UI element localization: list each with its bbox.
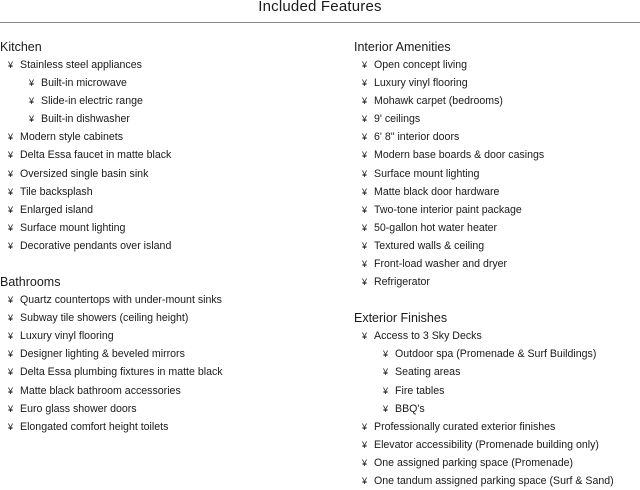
section-spacer [0,255,330,273]
list-item [354,56,640,74]
section-spacer [354,291,640,309]
feature-list [0,291,330,436]
list-item-text: Quartz countertops with under-mount sinks [20,294,222,307]
list-item-text: Stainless steel appliances [20,59,142,71]
bullet-icon: ¥ [362,277,368,288]
bullet-icon: ¥ [362,186,368,197]
bullet-icon: ¥ [383,349,389,360]
left-column [0,38,330,436]
list-item-text: Built-in dishwasher [41,113,130,126]
bullet-icon: ¥ [8,222,14,233]
list-item [354,165,640,183]
list-item [0,237,330,255]
list-item [354,237,640,255]
list-item-text: Matte black door hardware [374,185,500,198]
list-item-text: Modern style cabinets [20,131,124,144]
list-item-text: Surface mount lighting [374,167,480,180]
right-column [354,38,640,490]
list-item [0,219,330,237]
bullet-icon: ¥ [383,403,389,414]
list-item [354,454,640,472]
title-divider [0,22,640,23]
list-item [0,56,330,74]
sub-list-item [0,92,330,110]
list-item-text: Refrigerator [374,276,430,289]
list-item-text: Elongated comfort height toilets [20,420,169,433]
list-item [354,92,640,110]
list-item [0,418,330,436]
bullet-icon: ¥ [362,259,368,270]
feature-list [354,327,640,490]
bullet-icon: ¥ [8,240,14,251]
list-item-text: Access to 3 Sky Decks [374,330,482,343]
list-item [354,472,640,490]
bullet-icon: ¥ [362,78,368,89]
list-item-text: Fire tables [395,384,445,397]
bullet-icon: ¥ [362,475,368,486]
list-item [0,165,330,183]
list-item-text: Subway tile showers (ceiling height) [20,312,189,325]
list-item-text: Luxury vinyl flooring [20,330,114,343]
list-item-text: Slide-in electric range [41,95,143,108]
list-item-text: Outdoor spa (Promenade & Surf Buildings) [395,348,597,361]
list-item [0,363,330,381]
bullet-icon: ¥ [362,439,368,450]
section-heading: Bathrooms [0,275,61,290]
bullet-icon: ¥ [8,331,14,342]
sub-list-item [0,110,330,128]
bullet-icon: ¥ [362,168,368,179]
list-item-text: Surface mount lighting [20,221,126,234]
list-item-text: Built-in microwave [41,77,127,90]
list-item [0,183,330,201]
list-item-text: Professionally curated exterior finishes [374,420,556,433]
sub-list-item [354,363,640,381]
list-item-text: Mohawk carpet (bedrooms) [374,95,503,108]
bullet-icon: ¥ [362,331,368,342]
list-item-text: Modern base boards & door casings [374,149,545,162]
section-heading: Kitchen [0,40,42,54]
sub-list-item [354,382,640,400]
list-item-text: Luxury vinyl flooring [374,77,468,90]
bullet-icon: ¥ [383,385,389,396]
bullet-icon: ¥ [362,60,368,70]
bullet-icon: ¥ [8,403,14,414]
list-item-text: Seating areas [395,366,461,379]
list-item-text: Enlarged island [20,203,94,216]
list-item-text: Designer lighting & beveled mirrors [20,348,185,361]
bullet-icon: ¥ [8,60,14,70]
list-item [0,291,330,309]
list-item-text: Delta Essa plumbing fixtures in matte black [20,366,223,379]
bullet-icon: ¥ [29,114,35,125]
bullet-icon: ¥ [8,168,14,179]
bullet-icon: ¥ [362,421,368,432]
bullet-icon: ¥ [8,186,14,197]
list-item-text: One assigned parking space (Promenade) [374,456,574,469]
sub-list-item [354,345,640,363]
bullet-icon: ¥ [29,96,35,107]
list-item [354,146,640,164]
bullet-icon: ¥ [8,385,14,396]
list-item [354,327,640,345]
bullet-icon: ¥ [362,114,368,125]
list-item-text: Euro glass shower doors [20,402,137,415]
section-heading: Exterior Finishes [354,311,448,326]
sub-list-item [354,400,640,418]
list-item [0,128,330,146]
list-item-text: 6' 8" interior doors [374,131,460,144]
list-item [0,327,330,345]
bullet-icon: ¥ [362,150,368,161]
list-item [0,201,330,219]
sub-list-item [0,74,330,92]
bullet-icon: ¥ [362,204,368,215]
bullet-icon: ¥ [8,204,14,215]
list-item-text: Two-tone interior paint package [374,203,522,216]
list-item [354,255,640,273]
list-item-text: Matte black bathroom accessories [20,384,181,397]
list-item-text: Elevator accessibility (Promenade building only) [374,438,599,451]
bullet-icon: ¥ [8,367,14,378]
list-item [354,418,640,436]
list-item [0,400,330,418]
bullet-icon: ¥ [362,240,368,251]
list-item [354,201,640,219]
list-item-text: Tile backsplash [20,185,93,198]
feature-list [354,56,640,291]
list-item-text: One tandum assigned parking space (Surf & Sand) [374,474,614,487]
list-item [354,110,640,128]
bullet-icon: ¥ [8,295,14,306]
list-item [0,382,330,400]
list-item [354,128,640,146]
list-item-text: Decorative pendants over island [20,239,172,252]
list-item [354,219,640,237]
list-item [0,146,330,164]
bullet-icon: ¥ [362,457,368,468]
list-item-text: Oversized single basin sink [20,167,149,180]
feature-list [0,56,330,255]
bullet-icon: ¥ [8,132,14,143]
list-item-text: Textured walls & ceiling [374,239,485,252]
list-item [0,309,330,327]
bullet-icon: ¥ [362,132,368,143]
section-heading: Interior Amenities [354,40,451,54]
list-item [354,273,640,291]
list-item [0,345,330,363]
list-item-text: BBQ's [395,402,425,415]
page-title: Included Features [258,0,382,15]
list-item [354,74,640,92]
list-item-text: 50-gallon hot water heater [374,221,498,234]
bullet-icon: ¥ [362,222,368,233]
bullet-icon: ¥ [8,150,14,161]
list-item-text: Open concept living [374,59,468,71]
bullet-icon: ¥ [8,349,14,360]
bullet-icon: ¥ [362,96,368,107]
bullet-icon: ¥ [29,78,35,89]
list-item [354,436,640,454]
bullet-icon: ¥ [383,367,389,378]
list-item-text: Front-load washer and dryer [374,258,508,271]
list-item-text: Delta Essa faucet in matte black [20,149,172,162]
list-item [354,183,640,201]
bullet-icon: ¥ [8,421,14,432]
bullet-icon: ¥ [8,313,14,324]
list-item-text: 9' ceilings [374,113,421,126]
